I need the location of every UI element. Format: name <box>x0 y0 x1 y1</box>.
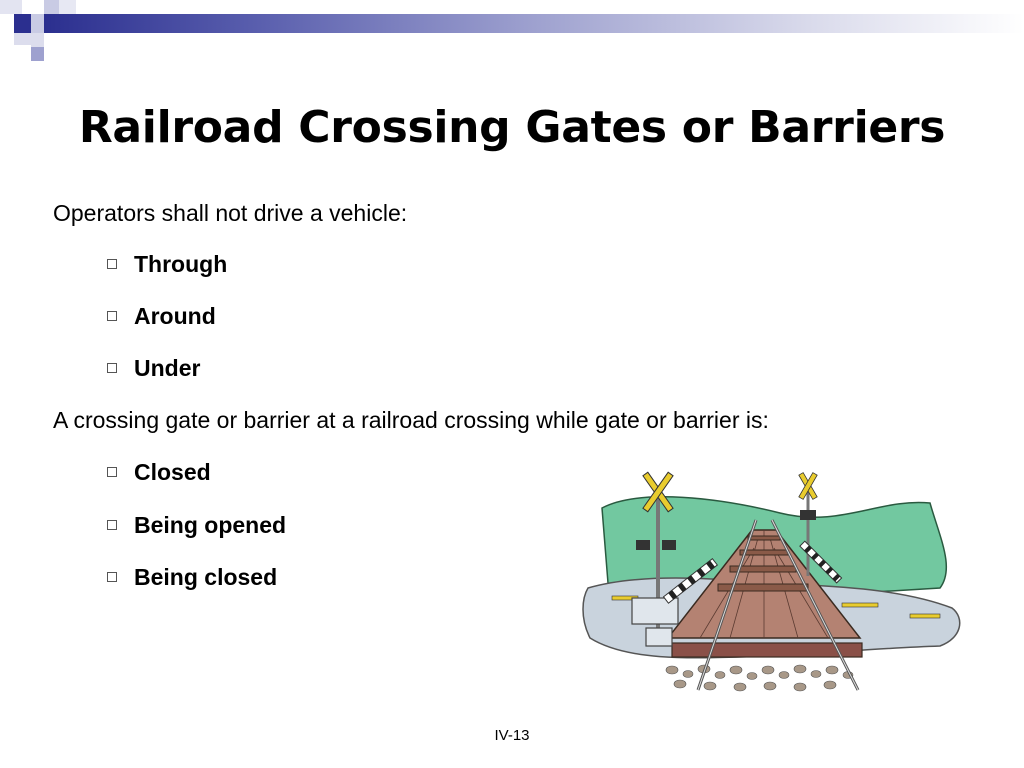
list-item-label: Through <box>134 251 228 277</box>
header-square <box>31 47 44 61</box>
list-item-label: Being opened <box>134 512 287 538</box>
header-square <box>31 14 44 33</box>
list-item-label: Closed <box>134 459 211 485</box>
hollow-square-bullet-icon <box>107 572 117 582</box>
header-square <box>31 33 44 47</box>
header-square <box>44 0 59 14</box>
list-item-under <box>107 354 200 382</box>
slide-number: IV-13 <box>494 727 530 744</box>
slide-title: Railroad Crossing Gates or Barriers <box>78 102 946 153</box>
header-gradient-bar <box>44 14 1024 33</box>
hollow-square-bullet-icon <box>107 311 117 321</box>
list-item-being-closed <box>107 563 277 591</box>
hollow-square-bullet-icon <box>107 520 117 530</box>
list-item-label: Around <box>134 303 216 329</box>
header-square <box>0 0 22 14</box>
header-square <box>59 0 76 14</box>
hollow-square-bullet-icon <box>107 259 117 269</box>
intro-text-1: Operators shall not drive a vehicle: <box>53 200 408 226</box>
header-decoration <box>0 0 1024 62</box>
hollow-square-bullet-icon <box>107 467 117 477</box>
railroad-crossing-illustration <box>580 458 970 703</box>
list-item-closed <box>107 458 211 486</box>
header-square <box>14 14 31 33</box>
list-item-label: Under <box>134 355 201 381</box>
hollow-square-bullet-icon <box>107 363 117 373</box>
list-item-label: Being closed <box>134 564 278 590</box>
list-item-being-opened <box>107 511 286 539</box>
header-square <box>14 33 31 45</box>
list-item-around <box>107 302 216 330</box>
intro-text-2: A crossing gate or barrier at a railroad crossing while gate or barrier is: <box>53 407 769 433</box>
list-item-through <box>107 250 227 278</box>
